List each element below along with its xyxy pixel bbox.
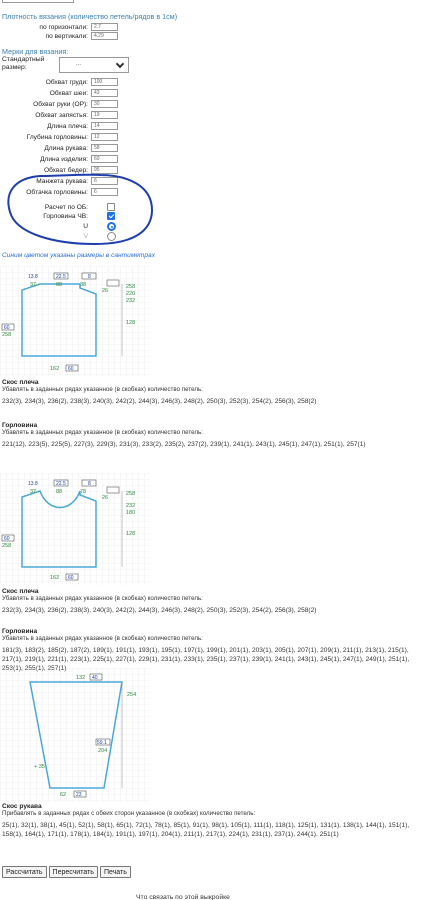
d1-r1: 258	[126, 284, 136, 290]
d2-w-sh: 8	[88, 481, 91, 487]
d1-st1: 37	[30, 282, 37, 288]
result-5-title: Скос рукава	[2, 803, 42, 810]
d1-bottom-box: 60	[68, 366, 74, 372]
std-size-label-1: Стандартный	[2, 56, 45, 63]
measures-title: Мерки для вязания:	[2, 47, 69, 56]
size-note: Синим цветом указаны размеры в сантиметрах	[2, 252, 155, 259]
d2-bottom-num: 162	[50, 575, 60, 581]
result-5-sub: Прибавлять в заданных рядах с обеих сторон указанное (в скобках) количество петель:	[2, 810, 256, 817]
result-2-title: Горловина	[2, 422, 38, 429]
result-1-title: Скос плеча	[2, 379, 39, 386]
result-3-title: Скос плеча	[2, 588, 39, 595]
measure-input[interactable]: 95	[91, 166, 118, 174]
measure-input[interactable]: 6	[91, 188, 118, 196]
measure-input[interactable]: 43	[91, 89, 118, 97]
result-block-1	[2, 379, 426, 407]
std-size-value: ...	[76, 61, 82, 67]
d2-st1: 37	[30, 489, 37, 495]
result-1-text: 232(3), 234(3), 236(2), 238(3), 240(3), 242(2), 244(3), 246(3), 248(2), 250(3), 252(3), 254(2), 256(3), 258(2)	[2, 398, 317, 405]
measure-input[interactable]: 14	[91, 122, 118, 130]
d2-bottom-box: 60	[68, 575, 74, 581]
d3-inc-label: + 35	[34, 764, 45, 770]
measure-label: Обхват груди:	[45, 79, 88, 86]
d2-side: 128	[126, 531, 136, 537]
d2-w-top: 13.8	[28, 481, 38, 487]
d2-r2: 232	[126, 503, 136, 509]
sleeve-diagram	[0, 668, 150, 802]
result-block-2	[2, 422, 426, 450]
result-4-title: Горловина	[2, 628, 38, 635]
d2-rows-sh: 26	[102, 495, 109, 501]
d2-left-box: 60	[4, 536, 10, 542]
d1-st3: 38	[80, 282, 87, 288]
d1-w-sh: 8	[88, 274, 91, 280]
d1-r3: 232	[126, 298, 136, 304]
neck-label: Горловина ЧВ:	[43, 213, 88, 220]
print-button[interactable]: Печать	[100, 866, 131, 878]
d2-r1: 258	[126, 491, 136, 497]
d1-r2: 220	[126, 291, 136, 297]
result-2-sub: Убавлять в заданных рядах указанное (в скобках) количество петель:	[2, 429, 203, 436]
measure-label: Обхват запястья:	[35, 112, 88, 119]
measure-input[interactable]: 30	[91, 100, 118, 108]
result-3-sub: Убавлять в заданных рядах указанное (в скобках) количество петель:	[2, 595, 203, 602]
measure-input[interactable]: 60	[91, 155, 118, 163]
measure-label: Длина рукава:	[44, 145, 88, 152]
d2-w-neck: 22.5	[56, 481, 66, 487]
d1-w-top: 13.8	[28, 274, 38, 280]
d1-left-box: 60	[4, 325, 10, 331]
result-3-text: 232(3), 234(3), 236(2), 238(3), 240(3), 242(2), 244(3), 246(3), 248(2), 250(3), 252(3), 254(2), 256(3), 258(2)	[2, 607, 317, 614]
front-diagram	[0, 473, 150, 585]
result-5-text: 25(1), 32(1), 38(1), 45(1), 52(1), 58(1), 65(1), 72(1), 78(1), 85(1), 91(1), 98(1), 105(1), 111(1), 118(1), 125(1), 131(1), 138(1), 144(1), 151(1), 158(1), 164(1), 171(1), 178(1), 184(1), 191(1), 197(1), 204(1), 211(1), 217(1), 224(1), 231(1), 237(1), 244(1), 251(1)	[2, 822, 410, 838]
density-vert-label: по вертикали:	[45, 33, 88, 40]
density-title: Плотность вязания (количество петель/рядов в 1см)	[2, 12, 178, 21]
measure-input[interactable]: 12	[91, 133, 118, 141]
calculate-button[interactable]: Рассчитать	[2, 866, 47, 878]
d2-st3: 78	[80, 489, 87, 495]
d2-r3: 180	[126, 510, 136, 516]
density-horiz-label: по горизонтали:	[39, 24, 88, 31]
result-2-text: 221(12), 223(5), 225(5), 227(3), 229(3), 231(3), 233(2), 235(2), 237(2), 239(1), 241(1), 243(1), 245(1), 247(1), 251(1), 257(1)	[2, 441, 366, 448]
calc-ob-label: Расчет по ОБ:	[44, 204, 88, 211]
density-horiz-input[interactable]: 2.7	[91, 23, 118, 31]
measure-input[interactable]: 58	[91, 144, 118, 152]
result-block-3	[2, 588, 426, 616]
measure-label: Длина плеча:	[47, 123, 88, 130]
d1-st2: 88	[56, 282, 63, 288]
d3-top-num: 132	[76, 675, 86, 681]
result-block-5	[2, 803, 426, 840]
action-buttons	[2, 866, 131, 878]
measure-label: Манжета рукава:	[36, 178, 88, 185]
measure-label: Длина изделия:	[40, 156, 88, 163]
d3-mid-num: 204	[98, 748, 108, 754]
result-1-sub: Убавлять в заданных рядах указанное (в скобках) количество петель:	[2, 386, 203, 393]
measure-label: Обхват шеи:	[49, 90, 88, 97]
d3-right-num: 254	[127, 692, 137, 698]
measure-label: Обтачка горловины:	[26, 189, 88, 196]
d1-bottom-num: 162	[50, 366, 60, 372]
d1-side: 128	[126, 320, 136, 326]
annotation-ellipse	[0, 0, 428, 260]
measure-label: Глубина горловины:	[26, 134, 88, 141]
d2-left-num: 258	[2, 543, 12, 549]
result-block-4	[2, 628, 426, 673]
recalculate-button[interactable]: Пересчитать	[49, 866, 98, 878]
measure-input[interactable]: 19	[91, 111, 118, 119]
d3-bottom-box: 23	[76, 792, 82, 798]
d1-rows-sh: 26	[102, 288, 109, 294]
d1-w-neck: 22.5	[56, 274, 66, 280]
d3-top-box: 40	[92, 675, 98, 681]
measure-label: Обхват бедер:	[43, 167, 88, 174]
std-size-label-2: размер:	[2, 64, 27, 71]
footer-text: Что связать по этой выкройке	[136, 894, 230, 900]
d3-bottom-num: 62	[60, 792, 67, 798]
measure-input[interactable]: 100	[91, 78, 118, 86]
measure-label: Обхват руки (ОР):	[33, 101, 88, 108]
density-vert-input[interactable]: 4.29	[91, 32, 118, 40]
d3-mid-box: 59.1	[97, 740, 107, 746]
measure-input[interactable]: 6	[91, 177, 118, 185]
result-4-text: 181(3), 183(2), 185(2), 187(2), 189(1), 191(1), 193(1), 195(1), 197(1), 199(1), 201(1), 203(1), 205(1), 207(1), 209(1), 211(1), 213(1), 215(1), 217(1), 219(1), 221(1), 223(1), 225(1), 227(1), 229(1), 231(1), 233(1), 235(1), 237(1), 239(1), 241(1), 243(1), 245(1), 247(1), 249(1), 251(1),	[2, 647, 410, 663]
neck-v-label: V	[83, 233, 88, 240]
result-4-sub: Убавлять в заданных рядах указанное (в скобках) количество петель:	[2, 635, 203, 642]
neck-u-label: U	[83, 223, 88, 230]
d1-left-num: 258	[2, 332, 12, 338]
back-diagram	[0, 266, 150, 376]
d2-st2: 88	[56, 489, 63, 495]
